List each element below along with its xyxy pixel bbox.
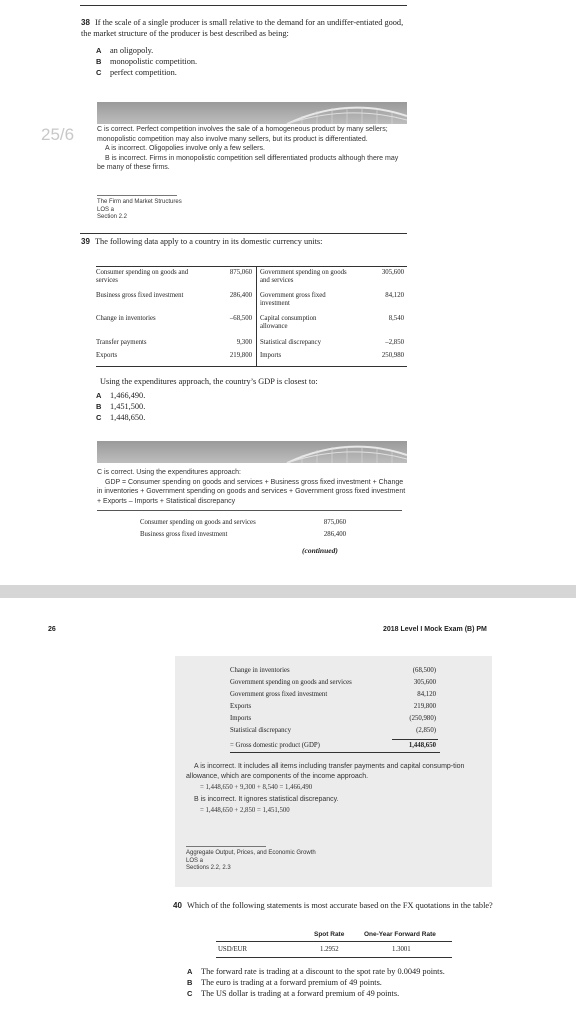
continued-label: (continued) bbox=[302, 546, 338, 555]
fx-pair: USD/EUR bbox=[218, 946, 248, 953]
table-label: Government gross fixed investment bbox=[230, 691, 328, 698]
answer-a-calculation: = 1,448,650 + 9,300 + 8,540 = 1,466,490 bbox=[200, 784, 313, 791]
q39-reference: Aggregate Output, Prices, and Economic Growth LOS a Sections 2.2, 2.3 bbox=[186, 850, 316, 872]
table-value: –2,850 bbox=[385, 339, 404, 346]
data-table bbox=[96, 266, 407, 366]
option-b[interactable]: B 1,451,500. bbox=[96, 402, 146, 411]
table-value: 219,800 bbox=[229, 352, 252, 359]
question-number: 40 bbox=[173, 901, 182, 910]
bridge-graphic bbox=[97, 102, 407, 124]
q38-reference: The Firm and Market Structures LOS a Section 2.2 bbox=[97, 199, 182, 221]
question-38 bbox=[81, 18, 406, 39]
table-value: 305,600 bbox=[381, 269, 404, 276]
question-number: 38 bbox=[81, 18, 90, 27]
table-value: 9,300 bbox=[236, 339, 252, 346]
table-label: Statistical discrepancy bbox=[230, 727, 291, 734]
table-label: Business gross fixed investment bbox=[96, 292, 184, 299]
table-value: 286,400 bbox=[229, 292, 252, 299]
option-a[interactable]: A an oligopoly. bbox=[96, 46, 154, 55]
question-intro: The following data apply to a country in its domestic currency units: bbox=[94, 237, 323, 246]
table-value: (68,500) bbox=[412, 667, 436, 674]
question-text: If the scale of a single producer is small relative to the demand for an undiffer-entiated good, the market structure of the producer is best described as being: bbox=[81, 18, 404, 38]
option-a[interactable]: A The forward rate is trading at a discount to the spot rate by 0.0049 points. bbox=[187, 967, 445, 976]
table-value: 305,600 bbox=[413, 679, 436, 686]
option-b[interactable]: B monopolistic competition. bbox=[96, 57, 198, 66]
table-value: (2,850) bbox=[416, 727, 436, 734]
table-value: 84,120 bbox=[385, 292, 404, 299]
question-39-prompt: Using the expenditures approach, the country’s GDP is closest to: bbox=[100, 377, 318, 386]
table-label: Exports bbox=[96, 352, 118, 359]
fx-header: One-Year Forward Rate bbox=[364, 931, 436, 938]
option-c[interactable]: C perfect competition. bbox=[96, 68, 177, 77]
fx-forward-rate: 1.3001 bbox=[392, 946, 411, 953]
fx-table bbox=[216, 928, 452, 968]
fx-header: Spot Rate bbox=[314, 931, 345, 938]
table-value: 875,060 bbox=[229, 269, 252, 276]
q40-options bbox=[187, 966, 527, 999]
q39-answer: C is correct. Using the expenditures approach: GDP = Consumer spending on goods and services + Business gross fixed investment + Change in inventories + Government spending on goods and services + Government gross fixed investment + Exports – Imports + Statistical discrepancy bbox=[97, 469, 406, 505]
table-value: 84,120 bbox=[417, 691, 436, 698]
table-label: Exports bbox=[230, 703, 252, 710]
q39-answer-continued bbox=[186, 762, 486, 816]
q38-options bbox=[96, 45, 396, 78]
exam-page-26 bbox=[0, 598, 576, 1024]
table-label: Change in inventories bbox=[230, 667, 290, 674]
table-label: Statistical discrepancy bbox=[260, 339, 321, 346]
table-value: 875,060 bbox=[323, 519, 346, 526]
table-value: (250,980) bbox=[409, 715, 436, 722]
table-label: Imports bbox=[260, 352, 282, 359]
answer-banner bbox=[97, 102, 407, 124]
question-number: 39 bbox=[81, 237, 90, 246]
answer-a-explanation: A is incorrect. It includes all items including transfer payments and capital consump-tion allowance, which are components of the income approach. bbox=[186, 763, 465, 780]
table-label: Consumer spending on goods and services bbox=[140, 519, 256, 526]
table-label: Government spending on goods and services bbox=[230, 679, 352, 686]
table-label: Consumer spending on goods and services bbox=[96, 269, 189, 284]
bridge-graphic bbox=[97, 441, 407, 463]
table-label: Change in inventories bbox=[96, 315, 156, 322]
option-a[interactable]: A 1,466,490. bbox=[96, 391, 146, 400]
answer-banner bbox=[97, 441, 407, 463]
table-value: 250,980 bbox=[381, 352, 404, 359]
table-label: Transfer payments bbox=[96, 339, 147, 346]
table-label: Government gross fixed investment bbox=[260, 292, 326, 307]
ref-divider bbox=[186, 846, 266, 847]
answer-b-calculation: = 1,448,650 + 2,850 = 1,451,500 bbox=[200, 807, 290, 815]
page-header-title: 2018 Level I Mock Exam (B) PM bbox=[383, 626, 487, 633]
section-divider bbox=[80, 233, 407, 234]
gdp-formula: GDP = Consumer spending on goods and services + Business gross fixed investment + Change in inventories + Government spending on goods and services + Government gross fixed investment + Exports – Imports + Statistical discrepancy bbox=[97, 478, 406, 505]
table-value: 8,540 bbox=[388, 315, 404, 322]
fx-spot-rate: 1.2952 bbox=[320, 946, 339, 953]
table-value: –68,500 bbox=[229, 315, 252, 322]
q39-options bbox=[96, 390, 296, 423]
option-c[interactable]: C The US dollar is trading at a forward premium of 49 points. bbox=[187, 989, 400, 998]
q38-answer: C is correct. Perfect competition involves the sale of a homogeneous product by many sellers; monopolistic competition may also involve many sellers, but its product is differentiated. A is incorrect. Oligopolies involve only a few sellers. B is incorrect. Firms in monopolistic competition sell differentiated products although there may be many of these firms. bbox=[97, 126, 399, 171]
table-label: Imports bbox=[230, 715, 252, 722]
table-value: 286,400 bbox=[323, 531, 346, 538]
gdp-total-value: 1,448,650 bbox=[408, 742, 436, 749]
table-label: Government spending on goods and services bbox=[260, 269, 347, 284]
table-label: Business gross fixed investment bbox=[140, 531, 228, 538]
question-39 bbox=[81, 237, 406, 248]
table-value: 219,800 bbox=[413, 703, 436, 710]
question-text: Which of the following statements is most accurate based on the FX quotations in the table? bbox=[186, 901, 493, 910]
top-divider bbox=[80, 5, 407, 6]
mini-table-top bbox=[97, 510, 402, 511]
ref-divider bbox=[97, 195, 177, 196]
page-number-watermark: 25/6 bbox=[41, 125, 75, 144]
table-label: Capital consumption allowance bbox=[260, 315, 317, 330]
gdp-total-label: = Gross domestic product (GDP) bbox=[230, 742, 320, 749]
question-40 bbox=[173, 901, 493, 912]
page-number: 26 bbox=[48, 626, 56, 633]
answer-b-explanation: B is incorrect. It ignores statistical discrepancy. bbox=[194, 795, 339, 803]
option-b[interactable]: B The euro is trading at a forward premium of 49 points. bbox=[187, 978, 382, 987]
option-c[interactable]: C 1,448,650. bbox=[96, 413, 146, 422]
